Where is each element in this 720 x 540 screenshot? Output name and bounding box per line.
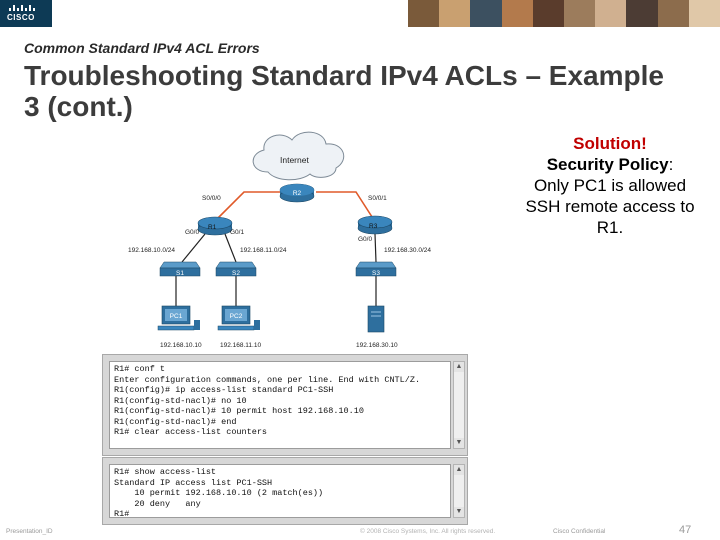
policy-colon: :: [668, 155, 674, 174]
photo-tile: [533, 0, 564, 27]
switch-s3-icon: [356, 262, 396, 277]
policy-text: Only PC1 is allowed SSH remote access to R1.: [525, 176, 695, 237]
server-ip-label: 192.168.30.10: [356, 342, 398, 349]
cli-line: Enter configuration commands, one per line. End with CNTL/Z.: [114, 374, 421, 385]
photo-tile: [626, 0, 657, 27]
pc2-ip-label: 192.168.11.10: [220, 342, 262, 349]
logo-text: CISCO: [7, 13, 35, 22]
photo-tile: [408, 0, 439, 27]
pc2-icon: [218, 306, 260, 330]
internet-cloud: [253, 132, 344, 180]
network-10-label: 192.168.10.0/24: [128, 247, 175, 254]
cisco-logo: [0, 0, 52, 27]
cli-line: R1(config)# ip access-list standard PC1-SSH: [114, 385, 334, 395]
s2-label: S2: [232, 270, 240, 277]
cli-line: Standard IP access list PC1-SSH: [114, 477, 273, 488]
slide-title: Troubleshooting Standard IPv4 ACLs – Example 3 (cont.): [24, 60, 664, 122]
page-number: 47: [679, 524, 692, 536]
scroll-up-icon[interactable]: ▲: [455, 363, 463, 370]
link-r3-r2: [316, 192, 374, 220]
r2-label: R2: [292, 190, 302, 197]
photo-tile: [658, 0, 689, 27]
r1-serial-label: S0/0/0: [202, 195, 221, 202]
server-icon: [368, 306, 384, 332]
photo-tile: [502, 0, 533, 27]
cli-scrollbar[interactable]: [453, 361, 465, 449]
cli-line: 20 deny any: [114, 498, 201, 509]
link-r1-s1: [182, 234, 205, 262]
link-r3-s3: [375, 234, 376, 262]
header-photo-strip: [408, 0, 720, 27]
cli-line: R1(config-std-nacl)# no 10: [114, 395, 247, 406]
solution-heading: Solution!: [573, 134, 647, 153]
s3-label: S3: [372, 270, 380, 277]
switch-s2-icon: [216, 262, 256, 277]
r3-g00-label: G0/0: [358, 236, 373, 243]
s1-label: S1: [176, 270, 184, 277]
photo-tile: [564, 0, 595, 27]
cli-window-show: [102, 457, 468, 525]
network-topology: [110, 130, 490, 352]
r3-serial-label: S0/0/1: [368, 195, 387, 202]
photo-tile: [439, 0, 470, 27]
switch-s1-icon: [160, 262, 200, 277]
r1-label: R1: [208, 224, 217, 231]
solution-callout: [520, 133, 700, 238]
photo-tile: [689, 0, 720, 27]
cli-output-show: [109, 464, 451, 518]
cli-line: 10 permit 192.168.10.10 (2 match(es)): [114, 488, 324, 498]
policy-line: [520, 154, 700, 175]
router-r2-icon: [280, 184, 314, 202]
r3-label: R3: [369, 223, 378, 230]
cli-line: R1(config-std-nacl)# 10 permit host 192.168.10.10: [114, 406, 364, 416]
scroll-down-icon[interactable]: ▼: [455, 508, 463, 515]
cloud-label: Internet: [280, 155, 309, 165]
cli-line: R1#: [114, 509, 130, 518]
cli-window-config: [102, 354, 468, 456]
r1-g00-label: G0/0: [185, 229, 200, 236]
photo-tile: [470, 0, 501, 27]
cli-line: R1# clear access-list counters: [114, 427, 268, 437]
cli-line: R1# show access-list: [114, 467, 217, 477]
link-r1-s2: [225, 234, 236, 262]
cli-line: R1# conf t: [114, 364, 166, 374]
slide-subtitle: Common Standard IPv4 ACL Errors: [24, 40, 260, 56]
scroll-up-icon[interactable]: ▲: [455, 466, 463, 473]
cli-line: R1(config-std-nacl)# end: [114, 416, 237, 427]
photo-tile: [595, 0, 626, 27]
footer-presentation-id: Presentation_ID: [6, 528, 53, 535]
pc1-ip-label: 192.168.10.10: [160, 342, 202, 349]
scroll-down-icon[interactable]: ▼: [455, 439, 463, 446]
policy-label: Security Policy: [546, 155, 669, 174]
header-banner: [0, 0, 720, 27]
network-11-label: 192.168.11.0/24: [240, 247, 287, 254]
pc2-label: PC2: [229, 313, 243, 320]
cli-scrollbar[interactable]: [453, 464, 465, 518]
pc1-icon: [158, 306, 200, 330]
r1-g01-label: G0/1: [230, 229, 245, 236]
footer-copyright: © 2008 Cisco Systems, Inc. All rights reserved.: [360, 528, 496, 535]
network-30-label: 192.168.30.0/24: [384, 247, 431, 254]
ethernet-links: [176, 234, 376, 308]
cli-output-config: [109, 361, 451, 449]
link-r1-r2: [214, 192, 280, 222]
pc1-label: PC1: [169, 313, 183, 320]
footer-confidential: Cisco Confidential: [553, 528, 606, 535]
